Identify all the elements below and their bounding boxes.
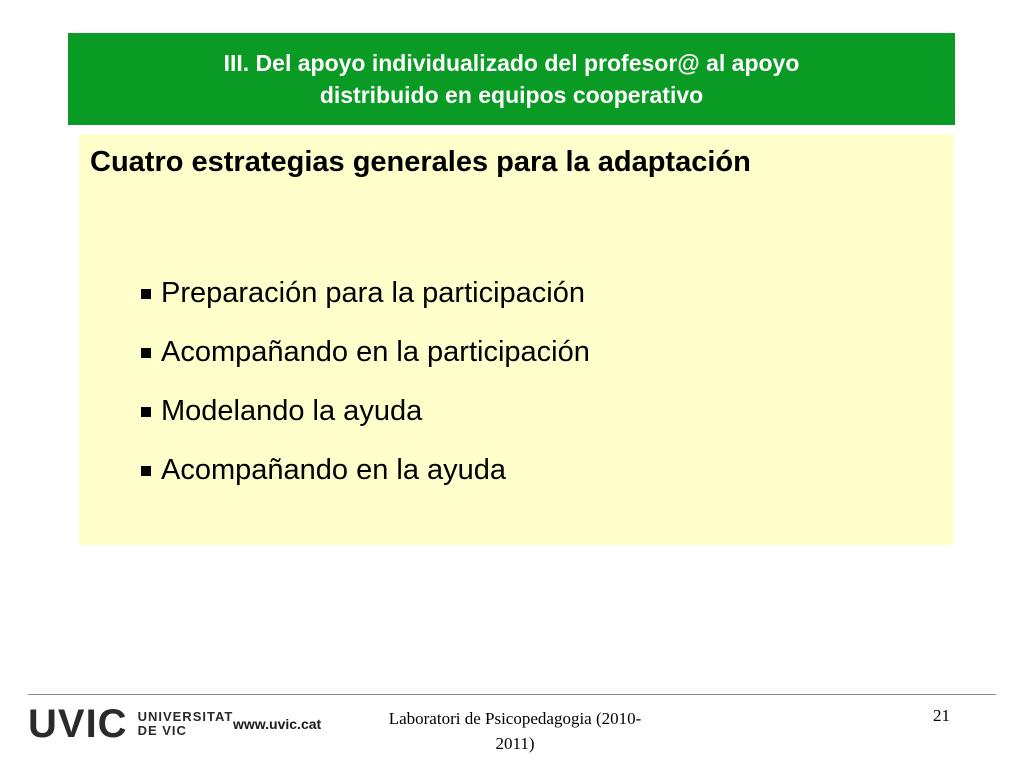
course-title-line-2: 2011) <box>495 734 535 753</box>
list-item <box>141 264 590 323</box>
slide-title-banner <box>68 33 955 125</box>
logo-subtitle-line-2: DE VIC <box>137 723 187 738</box>
list-item <box>141 441 590 500</box>
list-item-label: Preparación para la participación <box>161 277 585 309</box>
logo-subtitle-line-1: UNIVERSITAT <box>137 709 234 724</box>
list-item <box>141 382 590 441</box>
list-item-label: Acompañando en la ayuda <box>161 454 507 486</box>
strategy-list <box>141 264 590 500</box>
square-bullet-icon <box>141 466 151 476</box>
square-bullet-icon <box>141 289 151 299</box>
content-heading: Cuatro estrategias generales para la adaptación <box>90 146 751 178</box>
content-panel <box>79 134 954 545</box>
list-item <box>141 323 590 382</box>
square-bullet-icon <box>141 407 151 417</box>
slide-title-line-1: III. Del apoyo individualizado del profesor@ al apoyo <box>223 50 800 76</box>
footer-url: www.uvic.cat <box>233 716 322 732</box>
page-number: 21 <box>933 706 950 725</box>
footer-divider <box>28 694 996 695</box>
slide-title-line-2: distribuido en equipos cooperativo <box>319 82 704 108</box>
logo-wordmark: UVIC <box>28 702 128 746</box>
list-item-label: Acompañando en la participación <box>161 336 590 368</box>
list-item-label: Modelando la ayuda <box>161 395 423 427</box>
university-logo <box>28 704 233 744</box>
course-title-line-1: Laboratori de Psicopedagogia (2010- <box>388 709 642 728</box>
square-bullet-icon <box>141 348 151 358</box>
footer-course-title <box>355 706 675 756</box>
logo-subtitle <box>138 710 234 738</box>
